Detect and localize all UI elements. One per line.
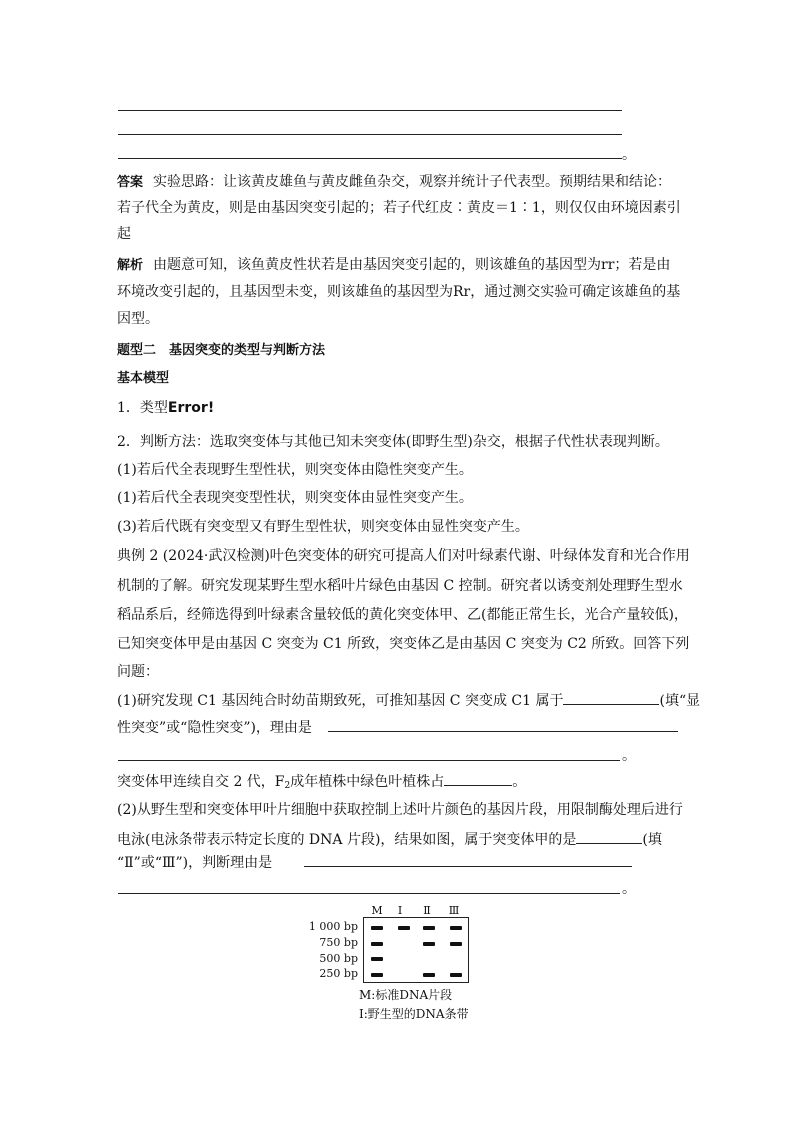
q1-text-c: 性突变”或“隐性突变”)，理由是 (117, 720, 312, 736)
q1-line-2 (117, 718, 312, 738)
gel-caption-2: Ⅰ:野生型的DNA条带 (359, 1007, 469, 1021)
q1-blank-type[interactable] (563, 690, 659, 705)
example-line-5: 问题： (117, 664, 159, 680)
item-1 (117, 398, 214, 418)
q1-subscript: 2 (284, 781, 291, 791)
q1-blank-reason-2[interactable] (118, 760, 620, 761)
item-2-2: (1)若后代全表现突变型性状，则突变体由显性突变产生。 (117, 490, 473, 506)
q2-text-b: 电泳(电泳条带表示特定长度的 DNA 片段)，结果如图，属于突变体甲的是 (117, 832, 577, 848)
basic-model-heading: 基本模型 (117, 371, 170, 386)
gel-band-lane-3-250 (450, 973, 462, 977)
gel-band-lane-2-750 (423, 942, 435, 946)
error-field: Error! (167, 400, 215, 416)
example-line-2: 机制的了解。研究发现某野生型水稻叶片绿色由基因 C 控制。研究者以诱变剂处理野生型水 (117, 578, 683, 594)
lane-label-2: Ⅱ (423, 904, 431, 917)
lane-label-3: Ⅲ (448, 904, 460, 917)
analysis-line-2: 环境改变引起的，且基因型未变，则该雄鱼的基因型为Rr，通过测交实验可确定该雄鱼的基 (117, 284, 681, 300)
answer-text-1: 实验思路：让该黄皮雄鱼与黄皮雌鱼杂交，观察并统计子代表型。预期结果和结论： (153, 174, 672, 190)
gel-band-lane-2-1000 (423, 926, 435, 930)
answer-line-3: 起 (117, 226, 131, 242)
answer-blank-line-3[interactable] (118, 158, 622, 159)
q2-end-mark: 。 (622, 881, 636, 897)
item-2: 2．判断方法：选取突变体与其他已知未突变体(即野生型)杂交，根据子代性状表现判断。 (117, 434, 669, 450)
q2-line-3 (117, 853, 272, 873)
q1-blank-fraction[interactable] (444, 771, 512, 786)
q2-blank-answer[interactable] (576, 829, 642, 844)
gel-band-lane-m-250 (371, 973, 383, 977)
gel-figure (300, 900, 500, 1025)
q1-text-e: 成年植株中绿色叶植株占 (290, 774, 445, 790)
lane-label-1: Ⅰ (397, 904, 403, 917)
q2-text-c: (填 (642, 832, 662, 848)
period-mark: 。 (622, 147, 636, 163)
q2-blank-reason-2[interactable] (118, 893, 620, 894)
section-title: 题型二 基因突变的类型与判断方法 (117, 343, 326, 358)
item-2-3: (3)若后代既有突变型又有野生型性状，则突变体由显性突变产生。 (117, 519, 529, 535)
q2-line-1: (2)从野生型和突变体甲叶片细胞中获取控制上述叶片颜色的基因片段，用限制酶处理后进行 (117, 802, 683, 818)
q1-text-b: (填“显 (659, 693, 701, 709)
size-label-500: 500 bp (319, 952, 358, 965)
gel-band-lane-1-1000 (398, 926, 410, 930)
answer-line-2: 若子代全为黄皮，则是由基因突变引起的；若子代红皮∶黄皮＝1∶1，则仅仅由环境因素引 (117, 200, 681, 216)
example-line-1: 典例 2 (2024·武汉检测)叶色突变体的研究可提高人们对叶绿素代谢、叶绿体发育和光合作用 (117, 548, 690, 564)
q1-text-a: (1)研究发现 C1 基因纯合时幼苗期致死，可推知基因 C 突变成 C1 属于 (117, 693, 564, 709)
q1-text-d: 突变体甲连续自交 2 代，F (117, 774, 285, 790)
lane-label-m: M (371, 904, 383, 917)
gel-band-lane-3-1000 (450, 926, 462, 930)
gel-band-lane-m-500 (371, 957, 383, 961)
analysis-text-1: 由题意可知，该鱼黄皮性状若是由基因突变引起的，则该雄鱼的基因型为rr；若是由 (153, 257, 671, 273)
q2-text-d: “Ⅱ”或“Ⅲ”)，判断理由是 (117, 855, 273, 871)
q2-line-2 (117, 829, 662, 850)
q2-blank-reason-1[interactable] (304, 866, 632, 867)
answer-blank-line-2[interactable] (118, 134, 622, 135)
gel-caption-1: M:标准DNA片段 (359, 988, 453, 1002)
size-label-750: 750 bp (319, 936, 358, 949)
q1-line-1 (117, 690, 700, 711)
analysis-line-1 (117, 255, 670, 276)
gel-band-lane-2-250 (423, 973, 435, 977)
answer-label: 答案 (117, 175, 144, 190)
item-1-prefix: 1．类型 (117, 400, 168, 416)
q1-blank-reason-1[interactable] (328, 731, 678, 732)
gel-band-lane-3-750 (450, 942, 462, 946)
item-2-1: (1)若后代全表现野生型性状，则突变体由隐性突变产生。 (117, 462, 473, 478)
gel-band-lane-m-750 (371, 942, 383, 946)
q1-text-f: 。 (512, 774, 527, 790)
example-line-3: 稻品系后，经筛选得到叶绿素含量较低的黄化突变体甲、乙(都能正常生长，光合产量较低)， (117, 607, 688, 623)
answer-blank-line-1[interactable] (118, 110, 622, 111)
gel-band-lane-m-1000 (371, 926, 383, 930)
q1-end-mark: 。 (622, 748, 636, 764)
size-label-250: 250 bp (319, 967, 358, 980)
analysis-line-3: 因型。 (117, 311, 159, 327)
answer-line-1 (117, 172, 671, 193)
size-label-1000: 1 000 bp (308, 920, 358, 933)
example-line-4: 已知突变体甲是由基因 C 突变为 C1 所致，突变体乙是由基因 C 突变为 C2 所致。回答下列 (117, 636, 690, 652)
analysis-label: 解析 (117, 258, 144, 273)
q1-line-3 (117, 771, 526, 796)
